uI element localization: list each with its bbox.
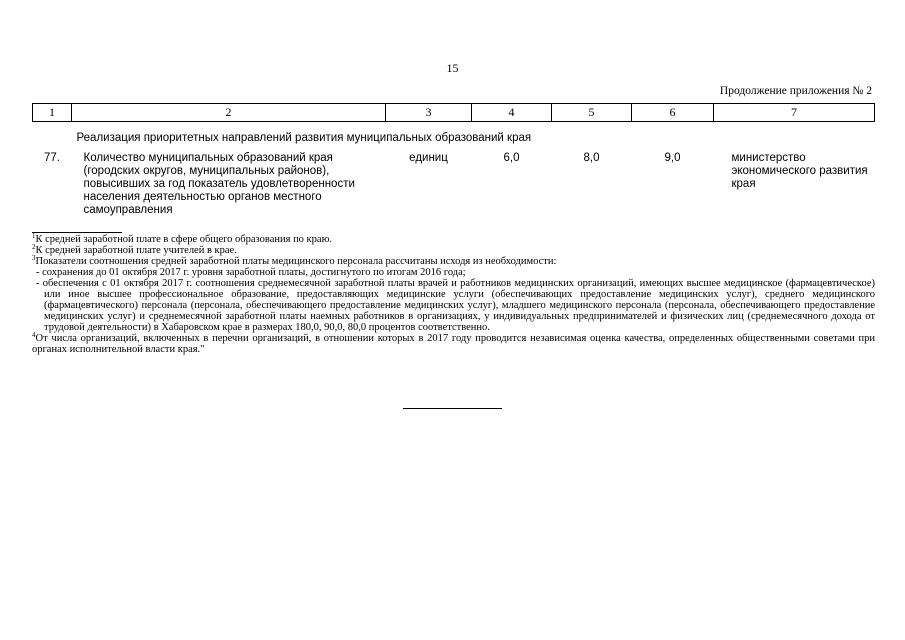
- document-end-line: [403, 408, 502, 409]
- column-header-3: 3: [386, 104, 472, 122]
- footnote-mark: 3: [32, 254, 36, 262]
- column-header-6: 6: [632, 104, 714, 122]
- footnote-3-item-2: - обеспечения с 01 октября 2017 г. соотношения среднемесячной заработной платы врачей и работников медицинских организаций, имеющих высшее медицинское (фармацевтическое) или иное высшее профессиональное образование, предоставляющих медицинские услуги (обеспечивающих предоставление медицинских услуг), среднего медицинского (фармацевтического) персонала (персонала, обеспечивающего предоставление медицинских услуг), младшего медицинского персонала (персонала, обеспечивающего предоставление медицинских услуг) и среднемесячной заработной платы наемных работников в организациях, у индивидуальных предпринимателей и физических лиц (среднемесячного дохода от трудовой деятельности) в Хабаровском крае в размерах 180,0, 90,0, 80,0 процентов соответственно.: [36, 278, 875, 333]
- footnote-text: К средней заработной плате в сфере общего образования по краю.: [35, 234, 333, 245]
- column-header-5: 5: [552, 104, 632, 122]
- footnote-4: [32, 333, 875, 355]
- appendix-continuation-label: Продолжение приложения № 2: [719, 85, 872, 97]
- footnote-mark: 2: [32, 243, 36, 251]
- section-title: Реализация приоритетных направлений развития муниципальных образований края: [76, 132, 532, 144]
- page-number: 15: [446, 61, 459, 75]
- value-column-6: 9,0: [664, 152, 681, 164]
- column-header-1: 1: [33, 104, 72, 122]
- footnotes: [32, 234, 875, 355]
- footnote-2: [32, 245, 875, 256]
- column-header-2: 2: [72, 104, 386, 122]
- footnote-3-item-1: - сохранения до 01 октября 2017 г. уровня заработной платы, достигнутого по итогам 2016 года;: [36, 267, 466, 278]
- indicator-name: Количество муниципальных образований края (городских округов, муниципальных районов), повысивших за год показатель удовлетворенности населения деятельностью органов местного самоуправления: [83, 152, 355, 216]
- footnote-1: [32, 234, 875, 245]
- value-column-5: 8,0: [583, 152, 600, 164]
- value-column-4: 6,0: [503, 152, 520, 164]
- footnote-separator: [32, 232, 122, 233]
- table-row: [33, 152, 875, 217]
- footnote-text: К средней заработной плате учителей в крае.: [35, 245, 237, 256]
- footnote-mark: 4: [32, 331, 36, 339]
- footnote-text: От числа организаций, включенных в перечни организаций, в отношении которых в 2017 году проводится независимая оценка качества, определенных общественными советами при органах исполнительной власти края.": [32, 333, 875, 355]
- column-header-4: 4: [472, 104, 552, 122]
- section-heading-row: [33, 122, 875, 153]
- column-header-7: 7: [714, 104, 875, 122]
- indicators-table: [32, 103, 875, 217]
- footnote-3: [32, 256, 875, 267]
- unit-of-measure: единиц: [409, 152, 448, 164]
- row-number: 77.: [44, 152, 60, 164]
- column-number-row: [33, 104, 875, 122]
- footnote-mark: 1: [32, 232, 36, 240]
- footnote-text: Показатели соотношения средней заработной платы медицинского персонала рассчитаны исходя из необходимости:: [35, 256, 557, 267]
- responsible-executor: министерство экономического развития края: [731, 152, 868, 190]
